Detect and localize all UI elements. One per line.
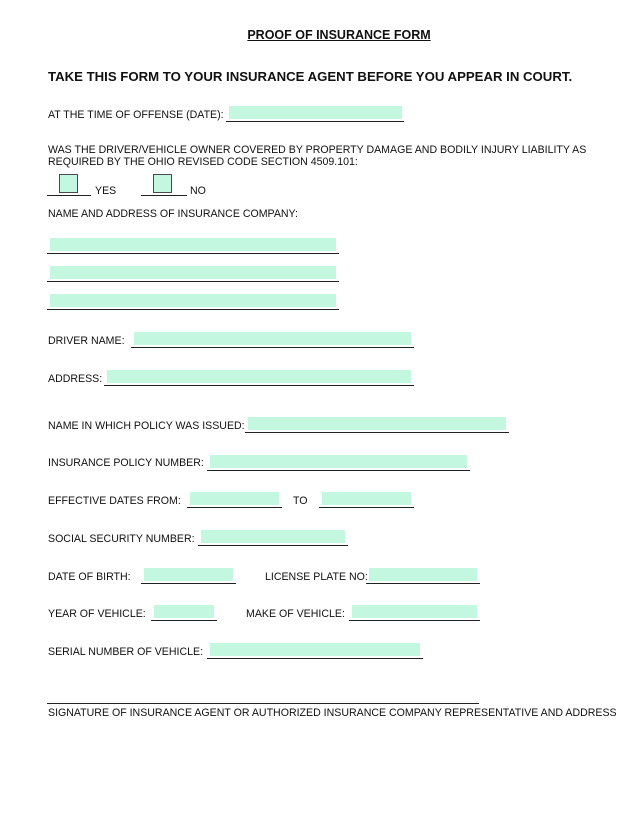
driver-name-label: DRIVER NAME:: [48, 335, 125, 347]
vehicle-make-underline: [349, 620, 480, 621]
policy-number-input[interactable]: [210, 455, 467, 468]
yes-checkbox[interactable]: [59, 174, 78, 193]
driver-name-input[interactable]: [134, 332, 411, 345]
yes-underline: [47, 195, 91, 196]
insurance-company-input-3[interactable]: [50, 294, 336, 307]
license-plate-input[interactable]: [369, 568, 477, 581]
license-plate-label: LICENSE PLATE NO:: [265, 571, 368, 583]
policy-name-label: NAME IN WHICH POLICY WAS ISSUED:: [48, 420, 245, 432]
vehicle-year-input[interactable]: [154, 605, 214, 618]
signature-line: [47, 703, 479, 704]
signature-label: SIGNATURE OF INSURANCE AGENT OR AUTHORIZED INSURANCE COMPANY REPRESENTATIVE AND ADDRESS: [48, 707, 617, 719]
ssn-label: SOCIAL SECURITY NUMBER:: [48, 533, 195, 545]
effective-from-underline: [187, 507, 282, 508]
offense-date-underline: [226, 121, 404, 122]
no-label: NO: [190, 185, 206, 197]
insurance-company-underline-1: [47, 253, 339, 254]
serial-number-label: SERIAL NUMBER OF VEHICLE:: [48, 646, 204, 658]
dob-underline: [141, 583, 236, 584]
serial-number-underline: [207, 658, 423, 659]
policy-name-input[interactable]: [248, 417, 506, 430]
yes-label: YES: [95, 185, 117, 197]
effective-to-label: TO: [293, 495, 308, 507]
vehicle-year-label: YEAR OF VEHICLE:: [48, 608, 146, 620]
offense-date-input[interactable]: [229, 106, 402, 119]
driver-name-underline: [131, 347, 414, 348]
policy-number-label: INSURANCE POLICY NUMBER:: [48, 457, 204, 469]
effective-to-input[interactable]: [322, 492, 411, 505]
policy-name-underline: [245, 432, 509, 433]
insurance-company-underline-2: [47, 281, 339, 282]
address-input[interactable]: [107, 370, 411, 383]
ssn-input[interactable]: [201, 530, 345, 543]
effective-from-label: EFFECTIVE DATES FROM:: [48, 495, 181, 507]
vehicle-make-input[interactable]: [352, 605, 477, 618]
ssn-underline: [198, 545, 348, 546]
insurance-company-underline-3: [47, 309, 339, 310]
address-underline: [104, 385, 414, 386]
form-instruction: TAKE THIS FORM TO YOUR INSURANCE AGENT BEFORE YOU APPEAR IN COURT.: [48, 69, 573, 84]
serial-number-input[interactable]: [210, 643, 420, 656]
form-title: PROOF OF INSURANCE FORM: [247, 28, 431, 42]
coverage-question-line1: WAS THE DRIVER/VEHICLE OWNER COVERED BY PROPERTY DAMAGE AND BODILY INJURY LIABILITY AS: [48, 144, 587, 156]
insurance-company-input-1[interactable]: [50, 238, 336, 251]
no-underline: [141, 195, 187, 196]
vehicle-year-underline: [151, 620, 217, 621]
coverage-question-line2: REQUIRED BY THE OHIO REVISED CODE SECTION 4509.101:: [48, 156, 358, 168]
license-plate-underline: [366, 583, 480, 584]
no-checkbox[interactable]: [153, 174, 172, 193]
dob-label: DATE OF BIRTH:: [48, 571, 131, 583]
vehicle-make-label: MAKE OF VEHICLE:: [246, 608, 345, 620]
offense-date-label: AT THE TIME OF OFFENSE (DATE):: [48, 109, 224, 121]
insurance-company-input-2[interactable]: [50, 266, 336, 279]
effective-to-underline: [319, 507, 414, 508]
policy-number-underline: [207, 470, 470, 471]
dob-input[interactable]: [144, 568, 233, 581]
insurance-company-label: NAME AND ADDRESS OF INSURANCE COMPANY:: [48, 208, 298, 220]
effective-from-input[interactable]: [190, 492, 279, 505]
address-label: ADDRESS:: [48, 373, 103, 385]
